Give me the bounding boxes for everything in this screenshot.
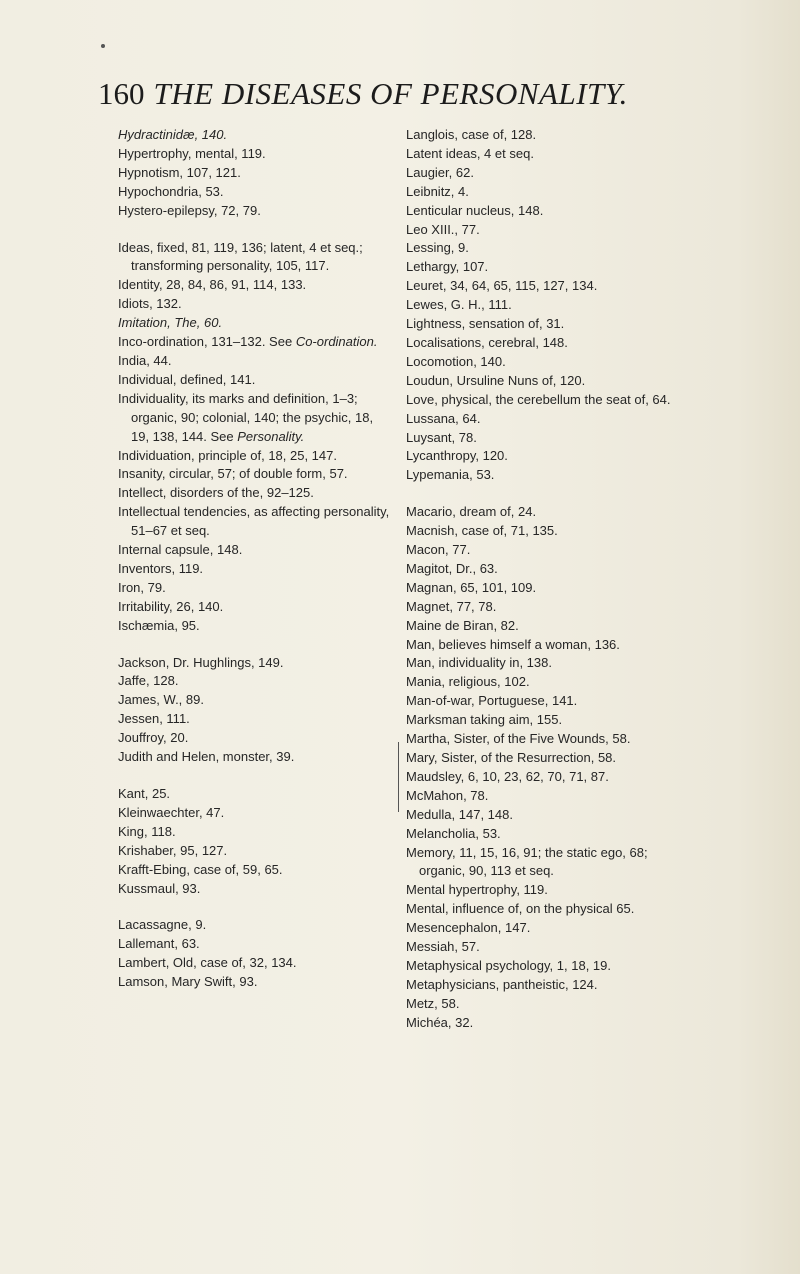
index-entry-text: Lypemania, 53.: [406, 467, 495, 483]
index-column-right: [406, 126, 692, 1033]
index-entry: [118, 333, 390, 352]
index-entry: [118, 541, 390, 560]
index-entry: [118, 503, 390, 541]
index-entry: [118, 579, 390, 598]
index-entry-text: Lethargy, 107.: [406, 259, 489, 275]
index-entry: [406, 429, 692, 448]
index-entry: [118, 352, 390, 371]
index-entry-text: Hypertrophy, mental, 119.: [118, 145, 266, 161]
index-entry-text: Hydractinidæ, 140.: [118, 127, 228, 142]
index-entry: [118, 202, 390, 221]
index-entry-text: Lenticular nucleus, 148.: [406, 202, 544, 218]
index-entry: [118, 861, 390, 880]
index-entry: [118, 447, 390, 466]
index-entry: [118, 276, 390, 295]
index-entry-text: Hystero-epilepsy, 72, 79.: [118, 202, 261, 218]
index-entry: [118, 390, 390, 447]
index-entry: [406, 919, 692, 938]
index-entry-text: Lewes, G. H., 111.: [406, 297, 512, 313]
index-entry-text: Jaffe, 128.: [118, 673, 179, 689]
index-entry-text: Lightness, sensation of, 31.: [406, 316, 565, 332]
index-entry: [118, 239, 390, 277]
index-entry-text: Jackson, Dr. Hughlings, 149.: [118, 654, 284, 670]
index-entry-text: Leuret, 34, 64, 65, 115, 127, 134.: [406, 278, 598, 294]
index-entry: [406, 749, 692, 768]
index-entry: [406, 239, 692, 258]
index-cross-reference: Personality.: [237, 428, 305, 444]
index-entry: [118, 145, 390, 164]
index-entry: [406, 938, 692, 957]
index-entry-text: Magitot, Dr., 63.: [406, 560, 498, 576]
index-entry: [406, 391, 692, 410]
index-entry: [406, 334, 692, 353]
index-entry-text: Iron, 79.: [118, 579, 166, 595]
column-rule: [398, 742, 399, 812]
index-entry: [406, 126, 692, 145]
index-entry: [406, 447, 692, 466]
index-entry: [118, 654, 390, 673]
index-entry-text: Ischæmia, 95.: [118, 617, 200, 633]
index-entry: [406, 730, 692, 749]
index-entry-text: Leo XIII., 77.: [406, 221, 480, 237]
index-entry-text: Lamson, Mary Swift, 93.: [118, 974, 258, 990]
index-entry-text: Lambert, Old, case of, 32, 134.: [118, 955, 297, 971]
index-entry: [406, 636, 692, 655]
index-entry-text: Kant, 25.: [118, 786, 171, 801]
index-entry: [118, 371, 390, 390]
index-entry: [406, 202, 692, 221]
index-entry-text: Localisations, cerebral, 148.: [406, 334, 568, 350]
index-entry: [406, 315, 692, 334]
index-entry: [406, 825, 692, 844]
index-entry: [118, 465, 390, 484]
index-entry-text: Mania, religious, 102.: [406, 674, 530, 690]
index-entry-text: Mental, influence of, on the physical 65.: [406, 901, 635, 917]
index-entry: [406, 372, 692, 391]
index-entry-text: Macnish, case of, 71, 135.: [406, 523, 558, 539]
index-entry-text: Insanity, circular, 57; of double form, 57.: [118, 466, 348, 482]
index-cross-reference: Co-ordination.: [295, 334, 378, 350]
index-entry-text: Inco-ordination, 131–132. See: [118, 334, 296, 350]
index-entry-text: Individuality, its marks and definition, 1–3; organic, 90; colonial, 140; the psychic, 18, 19, 138, 144. See: [118, 390, 374, 444]
index-entry: [118, 126, 390, 145]
index-entry: [406, 900, 692, 919]
index-entry-text: Macario, dream of, 24.: [406, 504, 537, 520]
index-entry-text: Marksman taking aim, 155.: [406, 712, 563, 728]
index-entry-text: Internal capsule, 148.: [118, 542, 243, 558]
index-entry-text: Man-of-war, Portuguese, 141.: [406, 693, 578, 709]
index-entry: [406, 598, 692, 617]
index-entry-text: Magnet, 77, 78.: [406, 598, 497, 614]
index-entry: [118, 598, 390, 617]
index-entry: [406, 654, 692, 673]
running-header: [98, 74, 738, 114]
index-entry: [406, 957, 692, 976]
index-entry: [406, 541, 692, 560]
index-entry: [406, 164, 692, 183]
index-entry: [118, 295, 390, 314]
index-entry-text: Man, believes himself a woman, 136.: [406, 636, 620, 652]
index-entry-text: Metaphysicians, pantheistic, 124.: [406, 976, 598, 992]
index-entry-text: Loudun, Ursuline Nuns of, 120.: [406, 372, 586, 388]
index-entry: [118, 314, 390, 333]
index-entry-text: Latent ideas, 4 et seq.: [406, 145, 534, 161]
index-entry-text: Ideas, fixed, 81, 119, 136; latent, 4 et seq.; transforming personality, 105, 117.: [118, 239, 363, 274]
index-entry: [406, 1014, 692, 1033]
index-entry-text: Kleinwaechter, 47.: [118, 804, 225, 820]
index-entry-text: Mary, Sister, of the Resurrection, 58.: [406, 750, 617, 765]
index-entry-text: Krishaber, 95, 127.: [118, 842, 228, 858]
running-title: THE DISEASES OF PERSONALITY.: [153, 76, 628, 111]
index-entry-text: Martha, Sister, of the Five Wounds, 58.: [406, 731, 631, 747]
index-entry: [406, 183, 692, 202]
index-entry: [118, 560, 390, 579]
index-entry-text: Medulla, 147, 148.: [406, 806, 513, 822]
index-entry: [118, 785, 390, 804]
index-column-left: [118, 126, 390, 992]
index-entry-text: Lycanthropy, 120.: [406, 448, 508, 464]
index-entry-text: India, 44.: [118, 352, 172, 368]
index-entry: [406, 692, 692, 711]
index-entry: [406, 995, 692, 1014]
index-entry-text: Melancholia, 53.: [406, 825, 501, 841]
index-entry: [406, 617, 692, 636]
index-entry-text: Macon, 77.: [406, 542, 471, 558]
index-entry: [406, 221, 692, 240]
index-entry: [118, 804, 390, 823]
index-entry: [406, 277, 692, 296]
index-entry-text: Locomotion, 140.: [406, 353, 506, 369]
index-entry: [406, 503, 692, 522]
index-entry-text: Leibnitz, 4.: [406, 183, 469, 199]
index-entry-text: Memory, 11, 15, 16, 91; the static ego, 68; organic, 90, 113 et seq.: [406, 844, 648, 879]
index-entry: [406, 768, 692, 787]
index-entry-text: James, W., 89.: [118, 692, 204, 708]
index-entry-text: Michéa, 32.: [406, 1014, 474, 1030]
index-entry: [406, 410, 692, 429]
index-entry-text: Mental hypertrophy, 119.: [406, 882, 548, 898]
index-entry-text: Metz, 58.: [406, 995, 460, 1011]
index-entry-text: Man, individuality in, 138.: [406, 655, 552, 671]
index-entry-text: Messiah, 57.: [406, 939, 480, 955]
index-entry-text: Love, physical, the cerebellum the seat of, 64.: [406, 391, 671, 407]
index-entry: [406, 145, 692, 164]
index-entry-text: Luysant, 78.: [406, 429, 477, 445]
index-entry: [118, 484, 390, 503]
index-entry: [118, 823, 390, 842]
index-entry: [118, 916, 390, 935]
index-entry: [406, 806, 692, 825]
index-entry: [406, 466, 692, 485]
index-entry: [118, 691, 390, 710]
index-entry: [118, 954, 390, 973]
index-entry: [118, 748, 390, 767]
index-entry-text: Judith and Helen, monster, 39.: [118, 749, 295, 765]
index-entry: [406, 787, 692, 806]
index-entry: [118, 672, 390, 691]
index-entry-text: Lallemant, 63.: [118, 936, 200, 952]
index-entry-text: Jouffroy, 20.: [118, 730, 189, 746]
index-entry-text: Laugier, 62.: [406, 164, 474, 180]
index-entry: [406, 560, 692, 579]
index-entry: [406, 296, 692, 315]
index-entry-text: Irritability, 26, 140.: [118, 598, 224, 614]
index-entry-text: Mesencephalon, 147.: [406, 920, 531, 936]
index-entry-text: Individuation, principle of, 18, 25, 147.: [118, 447, 337, 463]
index-entry: [406, 711, 692, 730]
index-entry: [406, 353, 692, 372]
index-entry: [118, 729, 390, 748]
index-entry: [118, 842, 390, 861]
index-entry: [406, 579, 692, 598]
ink-speck: [101, 44, 105, 48]
index-entry: [118, 935, 390, 954]
index-entry-text: Langlois, case of, 128.: [406, 127, 537, 142]
index-entry-text: Lessing, 9.: [406, 240, 469, 256]
index-entry: [406, 881, 692, 900]
index-entry-text: Hypnotism, 107, 121.: [118, 164, 241, 180]
index-entry-text: Intellectual tendencies, as affecting personality, 51–67 et seq.: [118, 504, 390, 539]
index-entry-text: McMahon, 78.: [406, 787, 489, 803]
index-entry-text: Metaphysical psychology, 1, 18, 19.: [406, 957, 611, 973]
index-entry: [118, 973, 390, 992]
index-entry: [118, 710, 390, 729]
index-entry: [406, 258, 692, 277]
index-entry-text: Identity, 28, 84, 86, 91, 114, 133.: [118, 277, 307, 293]
index-entry-text: Hypochondria, 53.: [118, 183, 224, 199]
index-entry-text: Jessen, 111.: [118, 711, 190, 727]
index-entry-text: Intellect, disorders of the, 92–125.: [118, 485, 314, 501]
index-entry: [118, 617, 390, 636]
index-entry-text: Individual, defined, 141.: [118, 371, 256, 387]
index-entry: [406, 844, 692, 882]
page-number: 160: [98, 76, 145, 111]
index-entry: [406, 673, 692, 692]
index-entry: [118, 880, 390, 899]
index-entry-text: Maudsley, 6, 10, 23, 62, 70, 71, 87.: [406, 768, 609, 784]
index-entry-text: Lacassagne, 9.: [118, 917, 207, 933]
index-entry-text: Krafft-Ebing, case of, 59, 65.: [118, 861, 283, 877]
index-entry: [406, 976, 692, 995]
index-entry: [406, 522, 692, 541]
index-entry-text: Lussana, 64.: [406, 410, 481, 426]
index-entry-text: Imitation, The, 60.: [118, 315, 223, 331]
index-entry-text: Maine de Biran, 82.: [406, 617, 519, 633]
index-entry-text: Idiots, 132.: [118, 296, 182, 312]
index-entry: [118, 183, 390, 202]
index-entry-text: King, 118.: [118, 823, 176, 839]
index-entry-text: Kussmaul, 93.: [118, 880, 201, 896]
index-entry: [118, 164, 390, 183]
index-entry-text: Magnan, 65, 101, 109.: [406, 579, 537, 595]
index-entry-text: Inventors, 119.: [118, 560, 204, 576]
